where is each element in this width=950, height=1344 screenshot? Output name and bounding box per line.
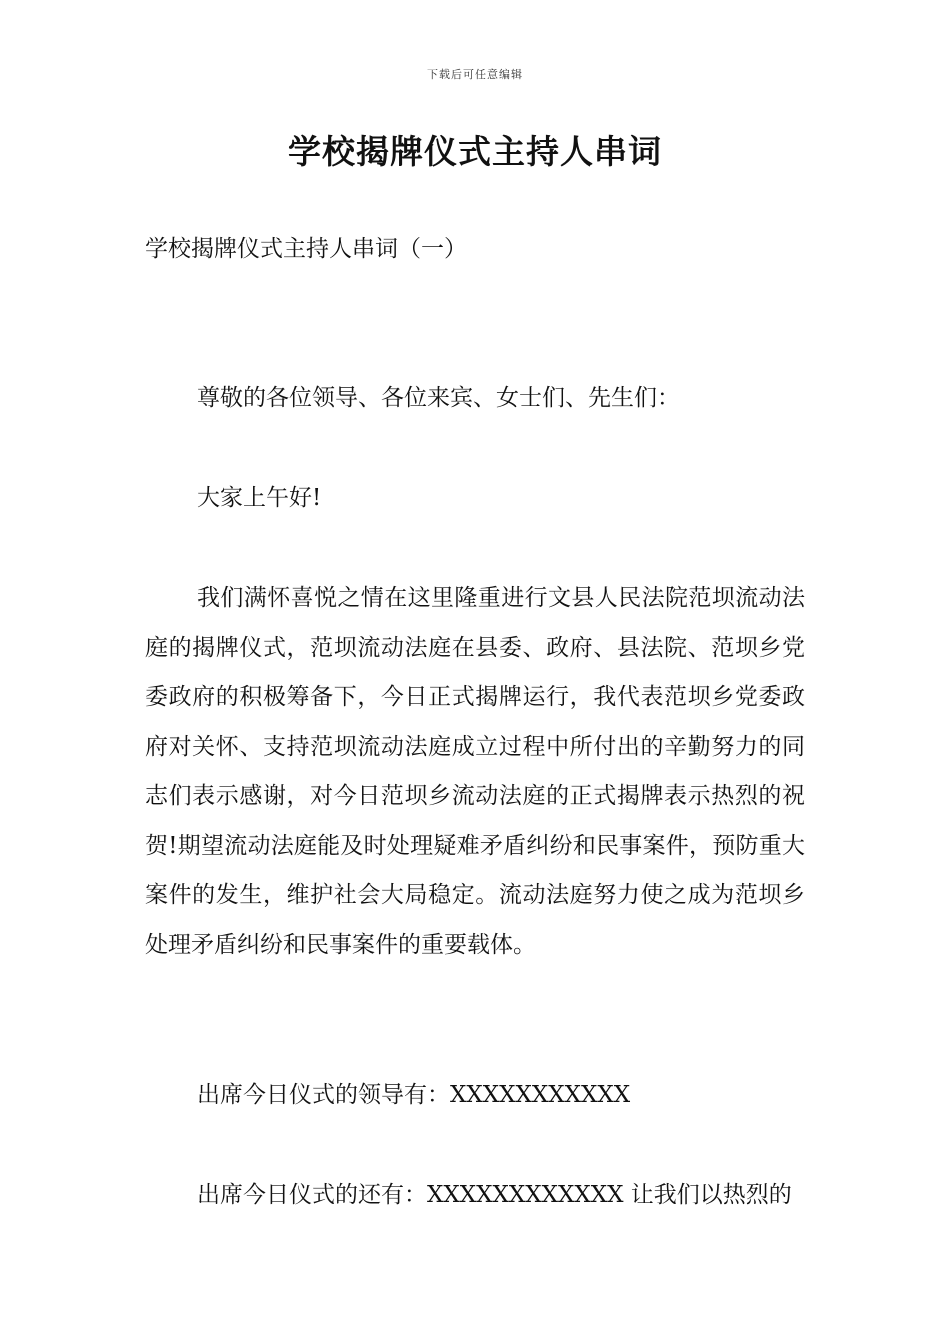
leaders-paragraph: 出席今日仪式的领导有：XXXXXXXXXXX bbox=[197, 1082, 631, 1108]
main-paragraph: 我们满怀喜悦之情在这里隆重进行文县人民法院范坝流动法庭的揭牌仪式，范坝流动法庭在县委、政府、县法院、范坝乡党委政府的积极筹备下，今日正式揭牌运行，我代表范坝乡党委政府对关怀、支持范坝流动法庭成立过程中所付出的辛勤努力的同志们表示感谢，对今日范坝乡流动法庭的正式揭牌表示热烈的祝贺!期望流动法庭能及时处理疑难矛盾纠纷和民事案件，预防重大案件的发生，维护社会大局稳定。流动法庭努力使之成为范坝乡处理矛盾纠纷和民事案件的重要载体。 bbox=[145, 585, 805, 958]
document-subtitle: 学校揭牌仪式主持人串词（一） bbox=[145, 236, 467, 262]
header-note: 下载后可任意编辑 bbox=[427, 68, 523, 81]
document-title: 学校揭牌仪式主持人串词 bbox=[288, 132, 662, 171]
hello-paragraph: 大家上午好! bbox=[197, 485, 322, 511]
greeting-paragraph: 尊敬的各位领导、各位来宾、女士们、先生们： bbox=[197, 385, 680, 411]
others-paragraph: 出席今日仪式的还有：XXXXXXXXXXXX 让我们以热烈的 bbox=[197, 1182, 792, 1208]
